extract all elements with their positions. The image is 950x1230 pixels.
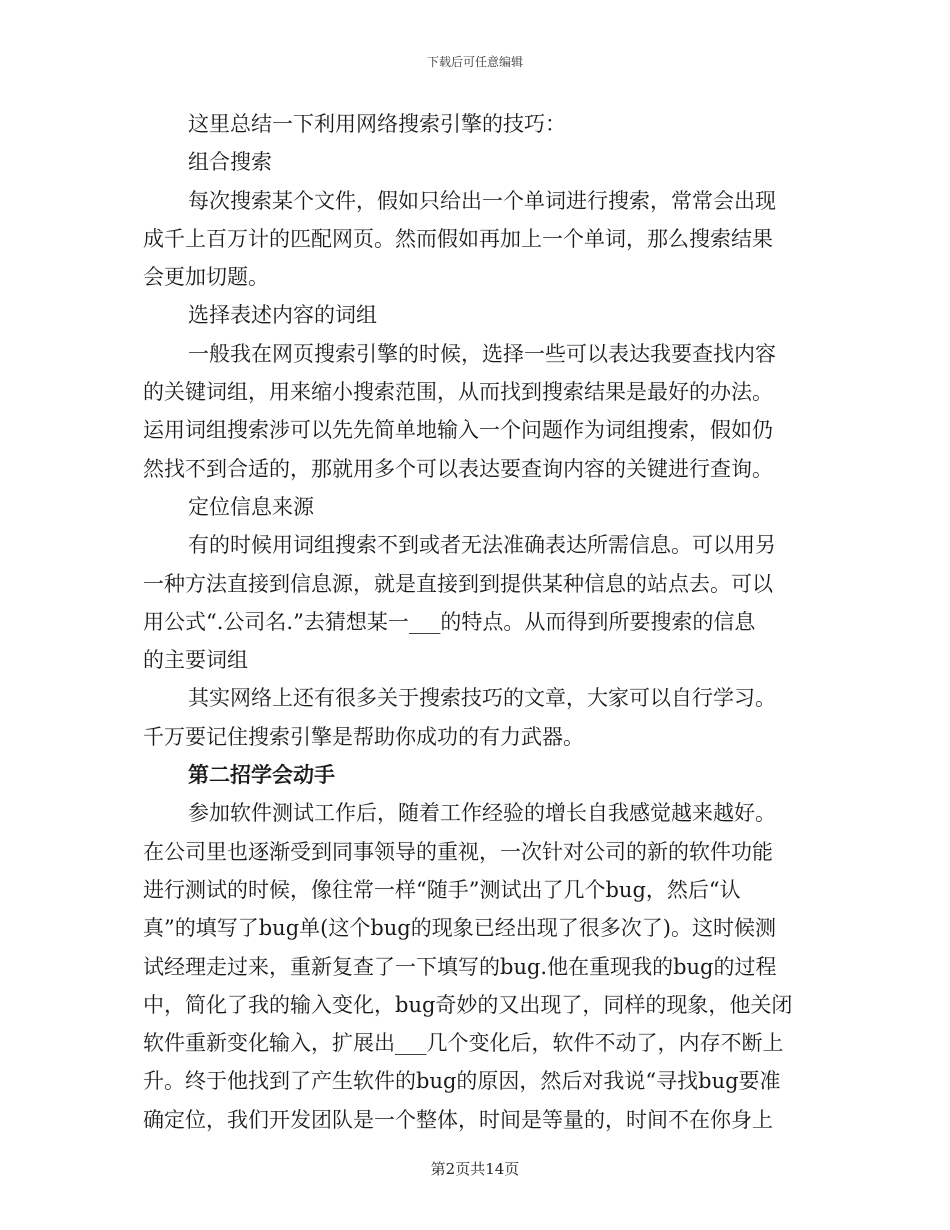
text-line: 一种方法直接到信息源，就是直接到到提供某种信息的站点去。可以 [143, 571, 773, 596]
text-line: 会更加切题。 [143, 265, 269, 290]
text-line: 确定位，我们开发团队是一个整体，时间是等量的，时间不在你身上 [143, 1107, 773, 1132]
text-line: 这里总结一下利用网络搜索引擎的技巧： [188, 112, 566, 136]
text-line: 试经理走过来，重新复查了一下填写的bug.他在重现我的bug的过程 [143, 954, 777, 979]
text-line: 参加软件测试工作后，随着工作经验的增长自我感觉越来越好。 [188, 801, 776, 826]
text-line: 定位信息来源 [188, 494, 314, 519]
text-line: 一般我在网页搜索引擎的时候，选择一些可以表达我要查找内容 [188, 341, 776, 366]
text-line: 的主要词组 [143, 648, 248, 673]
text-line: 每次搜索某个文件，假如只给出一个单词进行搜索，常常会出现 [188, 188, 776, 213]
text-line: 中，简化了我的输入变化，bug奇妙的又出现了，同样的现象，他关闭 [143, 992, 793, 1017]
text-line: 进行测试的时候，像往常一样“随手”测试出了几个bug，然后“认 [143, 877, 741, 902]
page-header: 下载后可任意编辑 [426, 55, 523, 69]
text-line: 的关键词组，用来缩小搜索范围，从而找到搜索结果是最好的办法。 [143, 380, 773, 405]
text-line: 选择表述内容的词组 [188, 303, 377, 328]
text-line: 真”的填写了bug单(这个bug的现象已经出现了很多次了)。这时候测 [143, 916, 776, 941]
text-line: 成千上百万计的匹配网页。然而假如再加上一个单词，那么搜索结果 [143, 226, 773, 251]
text-line: 然找不到合适的，那就用多个可以表达要查询内容的关键进行查询。 [143, 456, 773, 481]
document-body [143, 105, 808, 1139]
text-line: 有的时候用词组搜索不到或者无法准确表达所需信息。可以用另 [188, 533, 776, 558]
text-line: 运用词组搜索涉可以先先简单地输入一个问题作为词组搜索，假如仍 [143, 418, 773, 443]
text-line: 用公式“.公司名.”去猜想某一___的特点。从而得到所要搜索的信息 [143, 609, 756, 634]
text-line: 其实网络上还有很多关于搜索技巧的文章，大家可以自行学习。 [188, 686, 776, 711]
text-line: 组合搜索 [188, 150, 272, 175]
text-line: 软件重新变化输入，扩展出___几个变化后，软件不动了，内存不断上 [143, 1031, 784, 1056]
text-line: 升。终于他找到了产生软件的bug的原因，然后对我说“寻找bug要准 [143, 1069, 781, 1094]
section-heading: 第二招学会动手 [188, 762, 335, 788]
page-footer: 第2页共14页 [430, 1160, 520, 1178]
text-line: 在公司里也逐渐受到同事领导的重视，一次针对公司的新的软件功能 [143, 839, 773, 864]
text-line: 千万要记住搜索引擎是帮助你成功的有力武器。 [143, 724, 584, 749]
